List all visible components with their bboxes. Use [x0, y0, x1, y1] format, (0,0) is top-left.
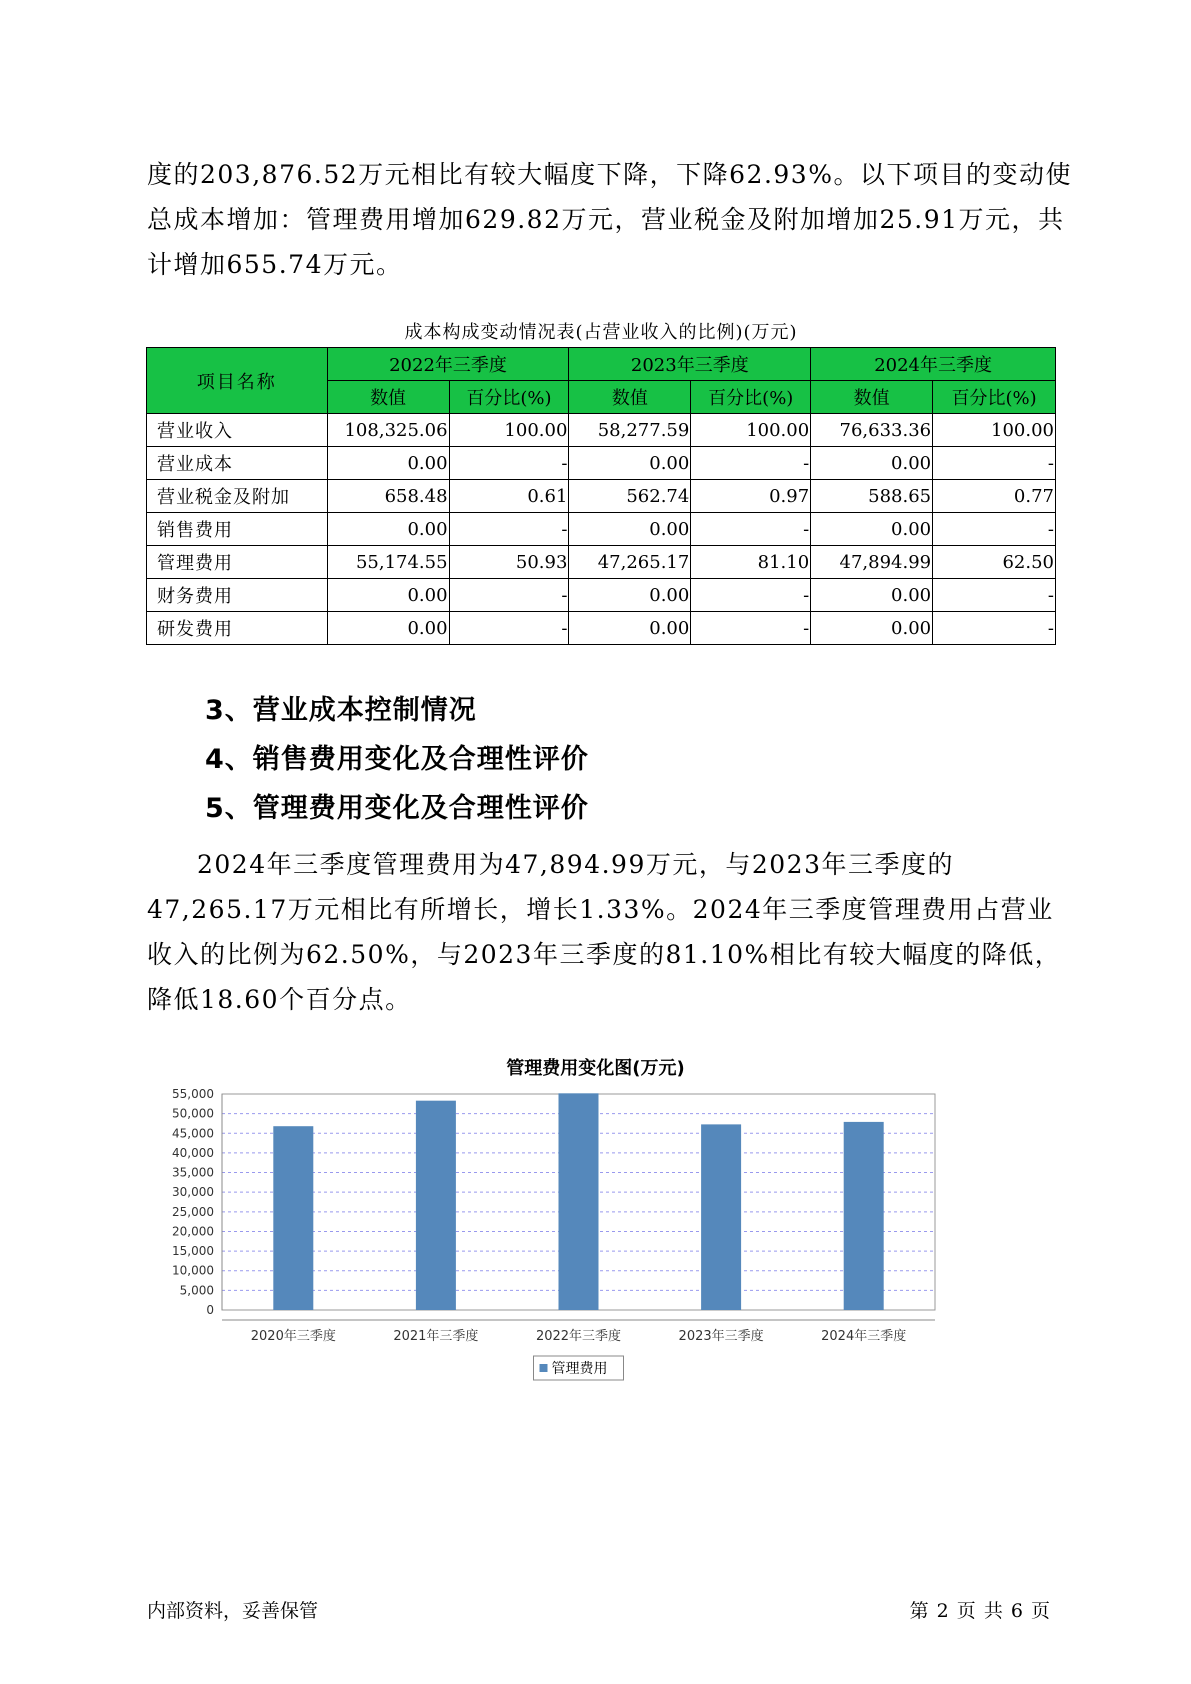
- cell-value: 76,633.36: [811, 414, 933, 447]
- table-row: [147, 513, 1056, 546]
- cell-percent: -: [449, 513, 569, 546]
- cell-value: 0.00: [327, 513, 449, 546]
- cell-value: 0.00: [327, 612, 449, 645]
- cell-percent: -: [449, 612, 569, 645]
- table-row: [147, 612, 1056, 645]
- heading-cost-control: 3、营业成本控制情况: [205, 695, 477, 726]
- chart-title: 管理费用变化图(万元): [506, 1058, 685, 1079]
- row-label: 财务费用: [147, 579, 328, 612]
- table-subheader-value: 数值: [569, 381, 691, 414]
- y-tick-label: 0: [206, 1303, 214, 1317]
- cell-percent: 0.61: [449, 480, 569, 513]
- cell-percent: -: [933, 579, 1056, 612]
- cell-value: 0.00: [811, 447, 933, 480]
- y-tick-label: 10,000: [172, 1263, 214, 1278]
- bar: [416, 1101, 456, 1310]
- cell-value: 0.00: [569, 513, 691, 546]
- cell-value: 55,174.55: [327, 546, 449, 579]
- cell-value: 47,894.99: [811, 546, 933, 579]
- row-label: 管理费用: [147, 546, 328, 579]
- bar: [701, 1124, 741, 1310]
- cell-percent: 62.50: [933, 546, 1056, 579]
- cell-value: 0.00: [327, 447, 449, 480]
- cell-value: 0.00: [811, 579, 933, 612]
- bar: [559, 1093, 599, 1310]
- cell-percent: -: [933, 612, 1056, 645]
- y-tick-label: 20,000: [172, 1224, 214, 1239]
- row-label: 营业税金及附加: [147, 480, 328, 513]
- y-tick-label: 45,000: [172, 1126, 214, 1141]
- row-label: 销售费用: [147, 513, 328, 546]
- paragraph-admin-expense: 2024年三季度管理费用为47,894.99万元，与2023年三季度的47,265.17万元相比有所增长，增长1.33%。2024年三季度管理费用占营业收入的比例为62.50%，与2023年三季度的81.10%相比有较大幅度的降低，降低18.60个百分点。: [147, 850, 1062, 1014]
- cell-percent: -: [933, 447, 1056, 480]
- legend-swatch: [540, 1364, 548, 1372]
- table-header-item: 项目名称: [147, 348, 328, 414]
- table-subheader-value: 数值: [811, 381, 933, 414]
- cell-value: 0.00: [811, 612, 933, 645]
- bar: [844, 1122, 884, 1310]
- footer-confidential: 内部资料，妥善保管: [147, 1600, 319, 1622]
- table-header-period: 2023年三季度: [569, 348, 811, 381]
- y-tick-label: 35,000: [172, 1165, 214, 1180]
- cell-percent: -: [449, 447, 569, 480]
- cell-percent: -: [691, 579, 811, 612]
- cell-value: 0.00: [569, 447, 691, 480]
- cell-value: 0.00: [327, 579, 449, 612]
- cell-percent: 100.00: [933, 414, 1056, 447]
- y-tick-label: 55,000: [172, 1088, 214, 1101]
- table-caption: 成本构成变动情况表(占营业收入的比例)(万元): [404, 322, 798, 343]
- table-header-period: 2022年三季度: [327, 348, 569, 381]
- y-tick-label: 5,000: [179, 1283, 214, 1298]
- cell-value: 0.00: [569, 579, 691, 612]
- cell-percent: 81.10: [691, 546, 811, 579]
- cell-percent: -: [933, 513, 1056, 546]
- cost-structure-table: [146, 347, 1056, 645]
- bar: [273, 1126, 313, 1310]
- cell-percent: 0.77: [933, 480, 1056, 513]
- admin-expense-bar-chart: [150, 1088, 1020, 1508]
- table-row: [147, 414, 1056, 447]
- table-row: [147, 447, 1056, 480]
- x-tick-label: 2022年三季度: [535, 1329, 622, 1344]
- cell-value: 58,277.59: [569, 414, 691, 447]
- row-label: 营业成本: [147, 447, 328, 480]
- cell-percent: -: [691, 513, 811, 546]
- y-tick-label: 50,000: [172, 1106, 214, 1121]
- table-row: [147, 480, 1056, 513]
- footer-page-number: 第 2 页 共 6 页: [909, 1600, 1051, 1622]
- y-tick-label: 15,000: [172, 1244, 214, 1259]
- cell-percent: 0.97: [691, 480, 811, 513]
- table-subheader-pct: 百分比(%): [933, 381, 1056, 414]
- cell-percent: -: [691, 612, 811, 645]
- y-tick-label: 30,000: [172, 1185, 214, 1200]
- paragraph-cost-change: 度的203,876.52万元相比有较大幅度下降，下降62.93%。以下项目的变动使总成本增加：管理费用增加629.82万元，营业税金及附加增加25.91万元，共计增加655.74万元。: [147, 160, 1072, 279]
- table-subheader-pct: 百分比(%): [449, 381, 569, 414]
- cell-value: 658.48: [327, 480, 449, 513]
- cell-percent: 50.93: [449, 546, 569, 579]
- cell-percent: -: [449, 579, 569, 612]
- table-header-period: 2024年三季度: [811, 348, 1056, 381]
- cell-percent: 100.00: [691, 414, 811, 447]
- x-tick-label: 2023年三季度: [678, 1329, 764, 1344]
- cell-value: 47,265.17: [569, 546, 691, 579]
- y-tick-label: 40,000: [172, 1145, 214, 1160]
- cell-value: 562.74: [569, 480, 691, 513]
- x-tick-label: 2020年三季度: [250, 1329, 336, 1344]
- y-tick-label: 25,000: [172, 1204, 214, 1219]
- table-row: [147, 579, 1056, 612]
- table-row: [147, 546, 1056, 579]
- heading-sales-expense: 4、销售费用变化及合理性评价: [205, 744, 589, 775]
- table-subheader-value: 数值: [327, 381, 449, 414]
- legend-label: 管理费用: [551, 1361, 608, 1377]
- cell-percent: -: [691, 447, 811, 480]
- row-label: 研发费用: [147, 612, 328, 645]
- table-subheader-pct: 百分比(%): [691, 381, 811, 414]
- cell-value: 0.00: [811, 513, 933, 546]
- cell-percent: 100.00: [449, 414, 569, 447]
- cell-value: 0.00: [569, 612, 691, 645]
- heading-admin-expense: 5、管理费用变化及合理性评价: [205, 793, 589, 824]
- cell-value: 588.65: [811, 480, 933, 513]
- x-tick-label: 2024年三季度: [821, 1329, 907, 1344]
- row-label: 营业收入: [147, 414, 328, 447]
- cell-value: 108,325.06: [327, 414, 449, 447]
- x-tick-label: 2021年三季度: [393, 1329, 479, 1344]
